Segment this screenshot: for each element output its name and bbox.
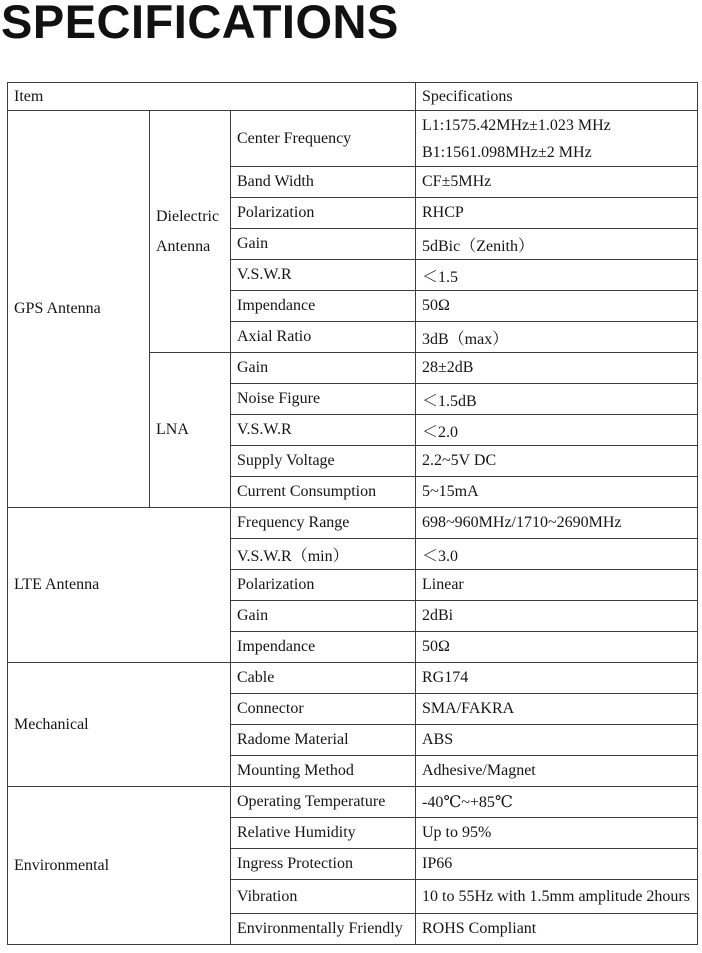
table-header-row — [8, 83, 698, 111]
param-cell: V.S.W.R — [231, 260, 416, 291]
param-cell: V.S.W.R — [231, 415, 416, 446]
value-cell: 5~15mA — [416, 477, 698, 508]
param-cell: Operating Temperature — [231, 787, 416, 818]
group-lna-cell: LNA — [150, 353, 231, 508]
value-cell: 50Ω — [416, 632, 698, 663]
value-cell: 2dBi — [416, 601, 698, 632]
value-cell: IP66 — [416, 849, 698, 880]
value-cell: Adhesive/Magnet — [416, 756, 698, 787]
value-cell: ＜2.0 — [416, 415, 698, 446]
param-cell: Axial Ratio — [231, 322, 416, 353]
param-cell: Gain — [231, 353, 416, 384]
value-cell: 2.2~5V DC — [416, 446, 698, 477]
value-cell: ＜1.5 — [416, 260, 698, 291]
param-cell: Environmentally Friendly — [231, 914, 416, 945]
param-cell: V.S.W.R（min） — [231, 539, 416, 570]
param-cell: Impendance — [231, 632, 416, 663]
group-environmental-cell: Environmental — [8, 787, 231, 945]
param-cell: Connector — [231, 694, 416, 725]
value-cell: 3dB（max） — [416, 322, 698, 353]
value-cell: 50Ω — [416, 291, 698, 322]
value-line-1: L1:1575.42MHz±1.023 MHz — [422, 116, 611, 134]
group-gps-antenna-cell: GPS Antenna — [8, 111, 150, 508]
param-cell: Current Consumption — [231, 477, 416, 508]
value-cell: 5dBic（Zenith） — [416, 229, 698, 260]
page-title: SPECIFICATIONS — [1, 0, 399, 48]
value-cell: Linear — [416, 570, 698, 601]
param-cell: Cable — [231, 663, 416, 694]
param-cell: Noise Figure — [231, 384, 416, 415]
value-cell: Up to 95% — [416, 818, 698, 849]
value-cell: CF±5MHz — [416, 167, 698, 198]
table-row — [8, 787, 698, 818]
value-cell: ＜3.0 — [416, 539, 698, 570]
param-cell: Radome Material — [231, 725, 416, 756]
group-mechanical-cell: Mechanical — [8, 663, 231, 787]
value-cell: RG174 — [416, 663, 698, 694]
group-dielectric-antenna-cell: Dielectric Antenna — [150, 111, 231, 353]
value-cell: 28±2dB — [416, 353, 698, 384]
param-cell: Ingress Protection — [231, 849, 416, 880]
value-cell: -40℃~+85℃ — [416, 787, 698, 818]
value-line-2: B1:1561.098MHz±2 MHz — [422, 143, 592, 161]
value-cell: 10 to 55Hz with 1.5mm amplitude 2hours — [416, 880, 698, 914]
table-row — [8, 663, 698, 694]
param-cell: Supply Voltage — [231, 446, 416, 477]
value-cell: ROHS Compliant — [416, 914, 698, 945]
param-cell: Relative Humidity — [231, 818, 416, 849]
value-cell: ＜1.5dB — [416, 384, 698, 415]
param-cell: Gain — [231, 601, 416, 632]
param-cell: Center Frequency — [231, 111, 416, 167]
param-cell: Band Width — [231, 167, 416, 198]
value-cell: ABS — [416, 725, 698, 756]
param-cell: Impendance — [231, 291, 416, 322]
value-cell: 698~960MHz/1710~2690MHz — [416, 508, 698, 539]
param-cell: Mounting Method — [231, 756, 416, 787]
table-row — [8, 111, 698, 167]
param-cell: Polarization — [231, 198, 416, 229]
param-cell: Vibration — [231, 880, 416, 914]
value-cell: RHCP — [416, 198, 698, 229]
table-row — [8, 508, 698, 539]
header-specifications-cell: Specifications — [416, 83, 698, 111]
param-cell: Frequency Range — [231, 508, 416, 539]
param-cell: Polarization — [231, 570, 416, 601]
value-cell: SMA/FAKRA — [416, 694, 698, 725]
group-lte-antenna-cell: LTE Antenna — [8, 508, 231, 663]
value-cell — [416, 111, 698, 167]
header-item-cell: Item — [8, 83, 416, 111]
specifications-table — [7, 82, 698, 945]
param-cell: Gain — [231, 229, 416, 260]
